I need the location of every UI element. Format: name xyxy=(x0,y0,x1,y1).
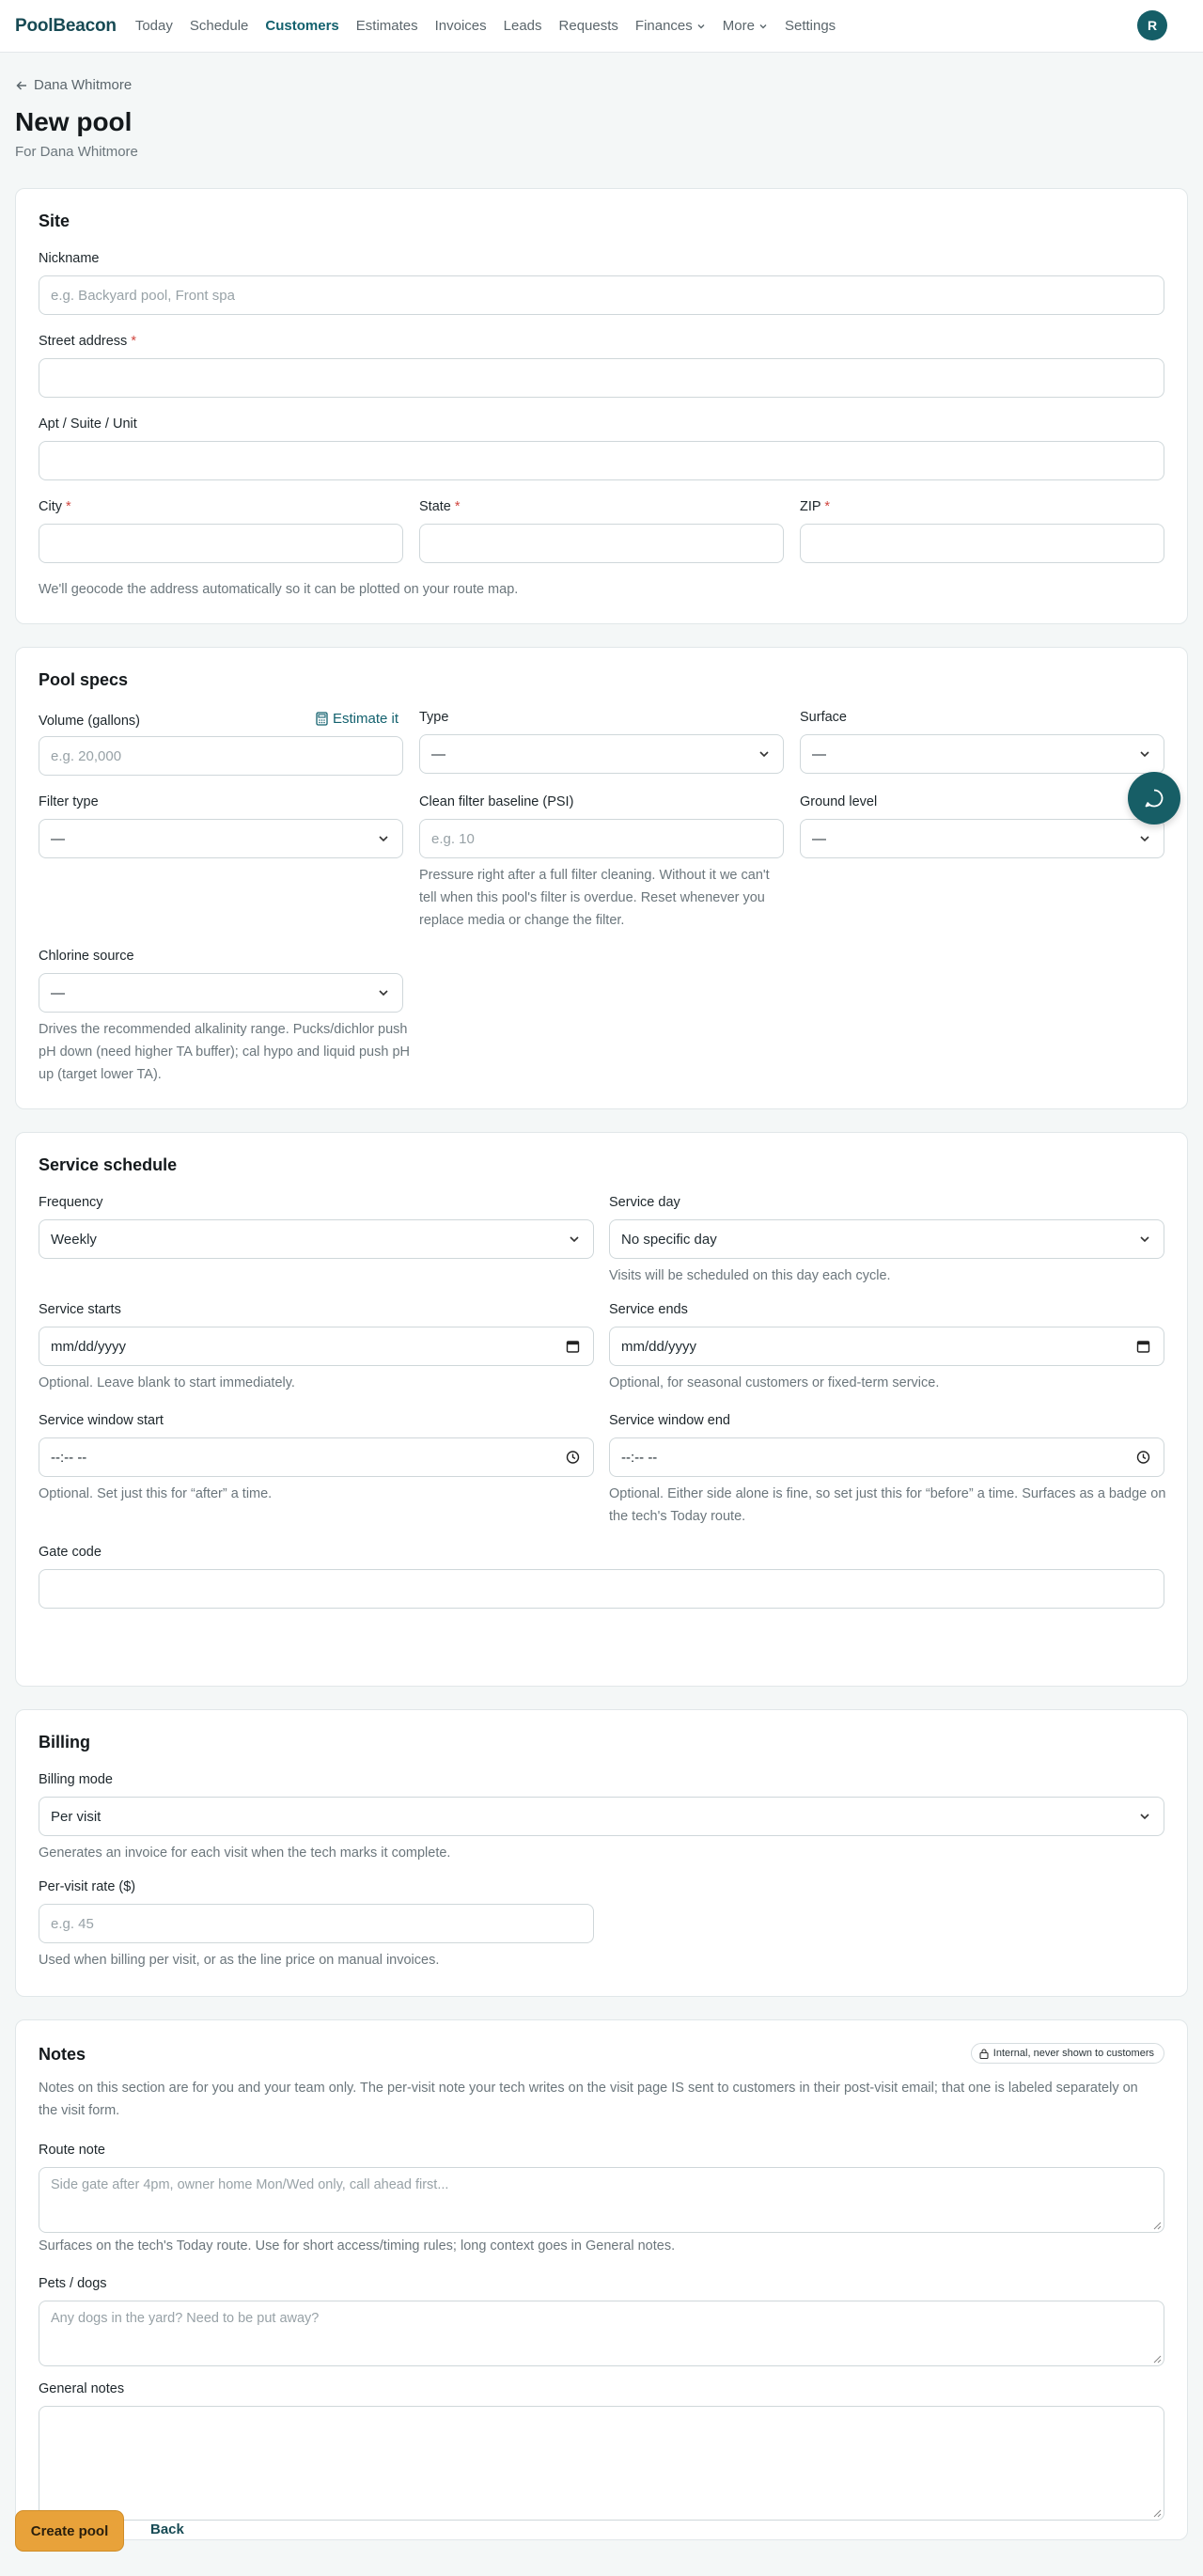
route-note-label: Route note xyxy=(39,2143,105,2158)
general-notes-label: General notes xyxy=(39,2381,125,2396)
zip-input[interactable] xyxy=(800,524,1164,563)
volume-label: Volume (gallons) xyxy=(39,714,140,729)
per-visit-rate-input[interactable]: e.g. 45 xyxy=(39,1904,594,1943)
service-ends-help: Optional, for seasonal customers or fixed-term service. xyxy=(609,1375,940,1390)
chevron-down-icon xyxy=(758,22,768,31)
surface-label: Surface xyxy=(800,710,847,725)
frequency-value: Weekly xyxy=(51,1231,97,1248)
billing-section-title: Billing xyxy=(39,1733,90,1751)
lock-icon xyxy=(979,2049,989,2059)
pets-textarea[interactable] xyxy=(39,2301,1164,2366)
service-day-label: Service day xyxy=(609,1195,680,1210)
chevron-down-icon xyxy=(378,987,389,998)
chlorine-help: Drives the recommended alkalinity range. Pucks/dichlor push pH down (need higher TA buffer); cal hypo and liquid push pH up (target lower TA). xyxy=(39,1022,410,1082)
billing-card xyxy=(15,1709,1188,1997)
pets-placeholder: Any dogs in the yard? Need to be put away? xyxy=(51,2311,320,2326)
city-label xyxy=(39,499,71,514)
city-label-text: City xyxy=(39,499,62,514)
nav-more[interactable] xyxy=(723,18,768,34)
psi-label: Clean filter baseline (PSI) xyxy=(419,794,574,809)
street-address-label xyxy=(39,334,136,349)
brand-logo[interactable]: PoolBeacon xyxy=(15,15,117,36)
required-mark: * xyxy=(824,499,830,514)
window-end-input[interactable] xyxy=(609,1437,1164,1477)
psi-help: Pressure right after a full filter cleaning. Without it we can't tell when this pool's filter is overdue. Reset whenever you replace media or change the filter. xyxy=(419,868,770,928)
per-visit-rate-label: Per-visit rate ($) xyxy=(39,1879,136,1894)
required-mark: * xyxy=(131,334,136,349)
frequency-label: Frequency xyxy=(39,1195,103,1210)
chevron-down-icon xyxy=(1139,748,1150,760)
city-input[interactable] xyxy=(39,524,403,563)
internal-badge xyxy=(971,2043,1164,2064)
route-note-placeholder: Side gate after 4pm, owner home Mon/Wed only, call ahead first... xyxy=(51,2177,449,2192)
billing-mode-select[interactable] xyxy=(39,1797,1164,1836)
site-section-title: Site xyxy=(39,212,70,230)
service-ends-value: mm/dd/yyyy xyxy=(621,1338,697,1355)
type-select[interactable] xyxy=(419,734,784,774)
estimate-it-link[interactable] xyxy=(316,711,398,727)
surface-select[interactable] xyxy=(800,734,1164,774)
nav-estimates[interactable]: Estimates xyxy=(355,18,418,34)
ground-level-value: — xyxy=(812,830,826,847)
filter-type-label: Filter type xyxy=(39,794,99,809)
resize-handle-icon[interactable] xyxy=(1152,2354,1162,2364)
chlorine-source-select[interactable] xyxy=(39,973,403,1013)
street-address-label-text: Street address xyxy=(39,334,128,349)
nav-invoices[interactable]: Invoices xyxy=(434,18,487,34)
ground-level-label: Ground level xyxy=(800,794,878,809)
chevron-down-icon xyxy=(1139,1233,1150,1245)
apt-input[interactable] xyxy=(39,441,1164,480)
state-input[interactable] xyxy=(419,524,784,563)
service-day-help: Visits will be scheduled on this day each cycle. xyxy=(609,1268,891,1283)
chevron-down-icon xyxy=(758,748,770,760)
pool-specs-card xyxy=(15,647,1188,1109)
billing-mode-value: Per visit xyxy=(51,1808,102,1825)
avatar[interactable]: R xyxy=(1137,10,1167,40)
psi-input[interactable]: e.g. 10 xyxy=(419,819,784,858)
state-label xyxy=(419,499,461,514)
back-link-label: Dana Whitmore xyxy=(34,77,133,93)
zip-label xyxy=(800,499,830,514)
service-schedule-section-title: Service schedule xyxy=(39,1155,178,1174)
nav-more-label: More xyxy=(722,18,755,34)
service-starts-help: Optional. Leave blank to start immediately. xyxy=(39,1375,295,1390)
geocode-help: We'll geocode the address automatically so it can be plotted on your route map. xyxy=(39,582,519,597)
window-start-label: Service window start xyxy=(39,1413,164,1428)
apt-label: Apt / Suite / Unit xyxy=(39,416,137,432)
service-starts-input[interactable] xyxy=(39,1327,594,1366)
type-label: Type xyxy=(419,710,449,725)
nav-leads[interactable]: Leads xyxy=(503,18,542,34)
back-to-customer-link[interactable] xyxy=(15,77,132,93)
pets-label: Pets / dogs xyxy=(39,2276,107,2291)
chat-bubble-icon xyxy=(1143,787,1165,809)
required-mark: * xyxy=(66,499,71,514)
notes-section-title: Notes xyxy=(39,2045,86,2064)
general-notes-textarea[interactable] xyxy=(39,2406,1164,2521)
gate-code-label: Gate code xyxy=(39,1545,102,1560)
filter-type-value: — xyxy=(51,830,65,847)
nav-schedule[interactable]: Schedule xyxy=(189,18,249,34)
street-address-input[interactable] xyxy=(39,358,1164,398)
route-note-textarea[interactable] xyxy=(39,2167,1164,2233)
chlorine-source-label: Chlorine source xyxy=(39,949,134,964)
nav-finances[interactable] xyxy=(635,18,706,34)
gate-code-input[interactable] xyxy=(39,1569,1164,1609)
nav-today[interactable]: Today xyxy=(134,18,173,34)
billing-mode-help: Generates an invoice for each visit when the tech marks it complete. xyxy=(39,1846,451,1861)
frequency-select[interactable] xyxy=(39,1219,594,1259)
window-end-value: --:-- -- xyxy=(621,1449,658,1466)
chevron-down-icon xyxy=(569,1233,580,1245)
service-starts-value: mm/dd/yyyy xyxy=(51,1338,127,1355)
estimate-it-label: Estimate it xyxy=(333,711,399,727)
service-schedule-card xyxy=(15,1132,1188,1687)
resize-handle-icon[interactable] xyxy=(1152,2221,1162,2230)
service-ends-input[interactable] xyxy=(609,1327,1164,1366)
chevron-down-icon xyxy=(696,22,706,31)
type-select-value: — xyxy=(431,746,445,762)
resize-handle-icon[interactable] xyxy=(1152,2508,1162,2518)
window-start-input[interactable] xyxy=(39,1437,594,1477)
create-pool-button[interactable]: Create pool xyxy=(15,2510,124,2552)
surface-select-value: — xyxy=(812,746,826,762)
chevron-down-icon xyxy=(378,833,389,844)
service-day-select[interactable] xyxy=(609,1219,1164,1259)
arrow-left-icon xyxy=(15,79,28,92)
site-card xyxy=(15,188,1188,624)
chat-button[interactable] xyxy=(1128,772,1180,825)
notes-intro: Notes on this section are for you and your team only. The per-visit note your tech writes on the visit page IS sent to customers in their post-visit email; that one is labeled separately on the visit form. xyxy=(39,2081,1138,2118)
window-start-help: Optional. Set just this for “after” a time. xyxy=(39,1486,273,1501)
calendar-icon[interactable] xyxy=(566,1340,580,1354)
nickname-label: Nickname xyxy=(39,251,100,266)
service-day-value: No specific day xyxy=(621,1231,717,1248)
window-end-label: Service window end xyxy=(609,1413,730,1428)
calculator-icon xyxy=(316,712,328,726)
route-note-help: Surfaces on the tech's Today route. Use for short access/timing rules; long context goes in General notes. xyxy=(39,2238,676,2254)
back-button[interactable]: Back xyxy=(150,2521,184,2537)
internal-badge-label: Internal, never shown to customers xyxy=(992,2048,1154,2059)
filter-type-select[interactable] xyxy=(39,819,403,858)
chevron-down-icon xyxy=(1139,1811,1150,1822)
page-subtitle: For Dana Whitmore xyxy=(15,144,138,160)
window-end-help: Optional. Either side alone is fine, so set just this for “before” a time. Surfaces as a badge on the tech's Today route. xyxy=(609,1486,1166,1524)
chlorine-source-value: — xyxy=(51,984,65,1001)
page-title: New pool xyxy=(15,107,133,136)
calendar-icon[interactable] xyxy=(1136,1340,1150,1354)
zip-label-text: ZIP xyxy=(800,499,821,514)
clock-icon[interactable] xyxy=(1136,1451,1150,1465)
required-mark: * xyxy=(454,499,461,514)
state-label-text: State xyxy=(419,499,451,514)
pool-specs-section-title: Pool specs xyxy=(39,670,129,689)
per-visit-rate-help: Used when billing per visit, or as the line price on manual invoices. xyxy=(39,1953,440,1968)
clock-icon[interactable] xyxy=(566,1451,580,1465)
notes-card xyxy=(15,2019,1188,2540)
service-ends-label: Service ends xyxy=(609,1302,688,1317)
nav-requests[interactable]: Requests xyxy=(558,18,618,34)
nav-links xyxy=(135,18,836,34)
service-starts-label: Service starts xyxy=(39,1302,121,1317)
nav-finances-label: Finances xyxy=(634,18,693,34)
nav-customers[interactable]: Customers xyxy=(265,18,339,34)
top-nav xyxy=(0,0,1203,53)
billing-mode-label: Billing mode xyxy=(39,1772,113,1787)
window-start-value: --:-- -- xyxy=(51,1449,87,1466)
ground-level-select[interactable] xyxy=(800,819,1164,858)
chevron-down-icon xyxy=(1139,833,1150,844)
volume-input[interactable]: e.g. 20,000 xyxy=(39,736,403,776)
nav-settings[interactable]: Settings xyxy=(784,18,836,34)
nickname-input[interactable]: e.g. Backyard pool, Front spa xyxy=(39,275,1164,315)
